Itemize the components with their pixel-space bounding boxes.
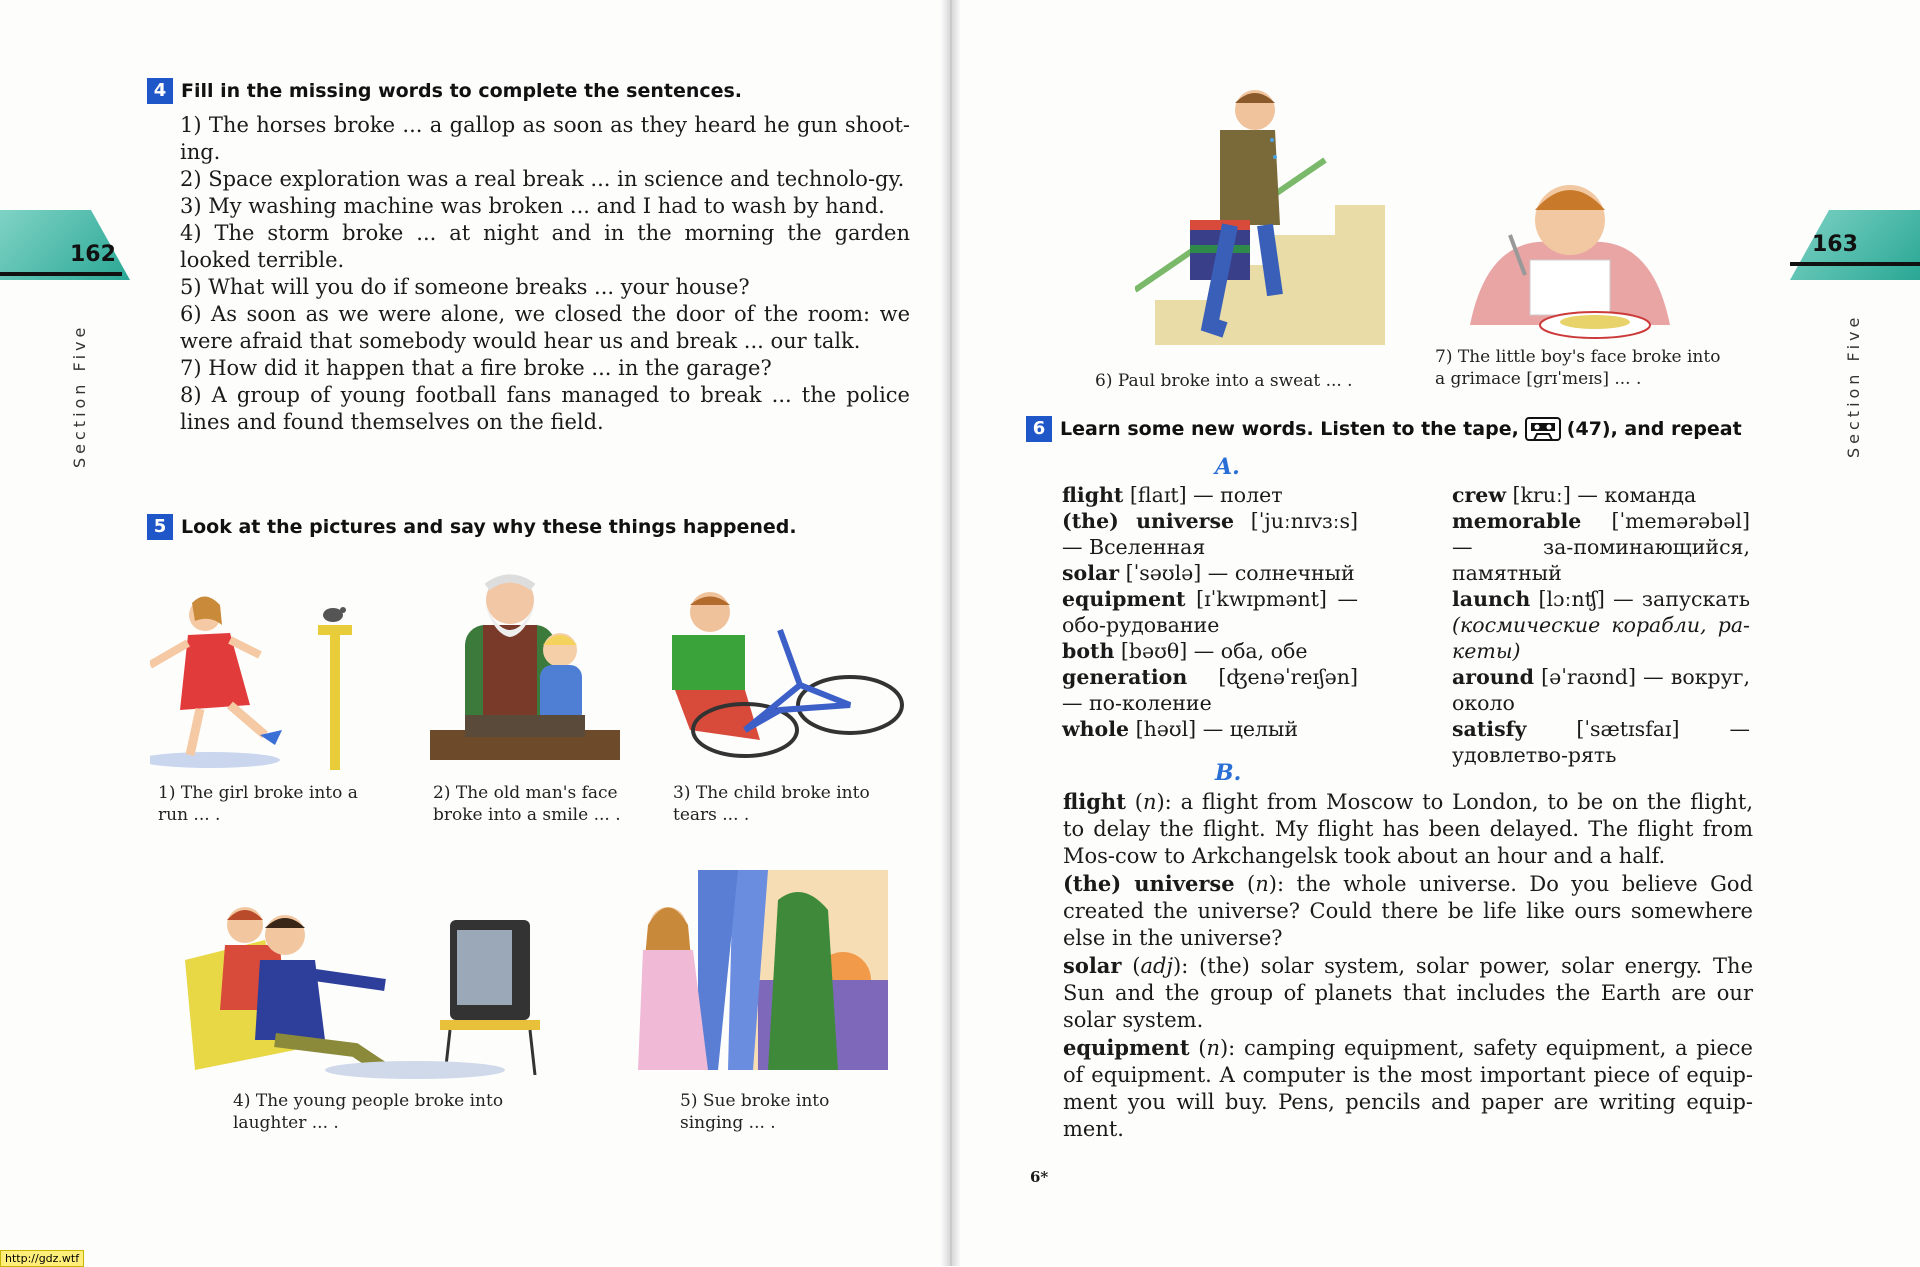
crying-child-bike-illustration — [650, 590, 910, 765]
signature-mark: 6* — [1030, 1168, 1049, 1186]
task6-instruction-before: Learn some new words. Listen to the tape, — [1060, 418, 1519, 440]
task4-sentences — [180, 112, 910, 436]
caption-3: 3) The child broke into tears ... . — [673, 783, 870, 825]
vocab-b-entry: flight (n): a flight from Moscow to London, to be on the flight, to delay the flight. My flight has been delayed. The flight from Mos-cow to Arkchangelsk took about an hour and a half. — [1063, 789, 1753, 868]
left-page — [0, 0, 948, 1266]
vocab-entry: around [əˈraʊnd] — вокруг, около — [1452, 665, 1750, 715]
task6-number: 6 — [1026, 416, 1052, 442]
sue-singing-illustration — [638, 870, 888, 1080]
caption-5: 5) Sue broke into singing ... . — [680, 1091, 830, 1133]
book-gutter — [940, 0, 962, 1266]
vocab-a-right-column — [1452, 482, 1750, 768]
young-people-tv-illustration — [185, 900, 545, 1080]
vocab-b-entry: (the) universe (n): the whole universe. Do you believe God created the universe? Could there be life like ours somewhere else in the universe? — [1063, 871, 1754, 950]
vocab-entry: satisfy [ˈsætɪsfaɪ] — удовлетво-рять — [1452, 717, 1750, 767]
task5-heading — [147, 514, 797, 540]
task5-number: 5 — [147, 514, 173, 540]
girl-running-illustration — [150, 585, 380, 770]
old-man-illustration — [425, 565, 625, 765]
task4-heading — [147, 78, 742, 104]
caption-6: 6) Paul broke into a sweat ... . — [1095, 371, 1353, 391]
watermark-link[interactable]: http://gdz.wtf — [0, 1250, 84, 1267]
boy-grimace-illustration — [1470, 165, 1670, 340]
task4-instruction: Fill in the missing words to complete the sentences. — [181, 80, 743, 102]
vocab-entry: (the) universe [ˈjuːnɪvɜːs] — Вселенная — [1062, 509, 1359, 559]
sentence-8: 8) A group of young football fans managed to break ... the police lines and found themselves on the field. — [180, 383, 910, 434]
task6-heading — [1026, 416, 1742, 442]
vocab-b-block — [1063, 788, 1753, 1143]
vocab-entry: flight [flaɪt] — полет — [1062, 483, 1283, 507]
sentence-4: 4) The storm broke ... at night and in the morning the garden looked terrible. — [180, 221, 910, 272]
sentence-7: 7) How did it happen that a fire broke ... in the garage? — [180, 356, 772, 380]
caption-7: 7) The little boy's face broke into a grimace [grɪˈmeɪs] ... . — [1435, 347, 1721, 389]
sentence-6: 6) As soon as we were alone, we closed the door of the room: we were afraid that somebody would hear us and break ... our talk. — [180, 302, 910, 353]
page-number-left: 162 — [70, 242, 116, 267]
vocab-b-entry: equipment (n): camping equipment, safety equipment, a piece of equipment. A computer is the most important piece of equip-ment you will buy. Pens, pencils and paper are writing equip-ment. — [1063, 1035, 1753, 1141]
task5-instruction: Look at the pictures and say why these things happened. — [181, 516, 797, 538]
sentence-2: 2) Space exploration was a real break ... in science and technolo-gy. — [180, 167, 905, 191]
section-label-right: Section Five — [1844, 313, 1863, 458]
vocab-entry: equipment [ɪˈkwɪpmənt] — обо-рудование — [1062, 587, 1358, 637]
paul-stairs-illustration — [1135, 85, 1385, 350]
vocab-entry: whole [həʊl] — целый — [1062, 717, 1299, 741]
vocab-a-letter: A. — [1215, 454, 1240, 480]
vocab-entry: solar [ˈsəʊlə] — солнечный — [1062, 561, 1355, 585]
section-label-left: Section Five — [70, 323, 89, 468]
vocab-b-entry: solar (adj): (the) solar system, solar power, solar energy. The Sun and the group of planets that includes the Earth are our solar system. — [1063, 953, 1753, 1032]
sentence-5: 5) What will you do if someone breaks ... your house? — [180, 275, 750, 299]
cassette-icon — [1525, 417, 1561, 441]
sentence-1: 1) The horses broke ... a gallop as soon as they heard he gun shoot-ing. — [180, 113, 910, 164]
task6-instruction-after: (47), and repeat — [1566, 418, 1742, 440]
sentence-3: 3) My washing machine was broken ... and I had to wash by hand. — [180, 194, 885, 218]
vocab-entry: crew [kruː] — команда — [1452, 483, 1697, 507]
task4-number: 4 — [147, 78, 173, 104]
right-page — [960, 0, 1920, 1266]
page-number-tab-left — [0, 210, 130, 280]
vocab-entry: generation [ʤenəˈreɪʃən] — по-коление — [1062, 665, 1358, 715]
caption-1: 1) The girl broke into a run ... . — [158, 783, 358, 825]
vocab-a-left-column — [1062, 482, 1358, 742]
vocab-entry: both [bəʊθ] — оба, обе — [1062, 639, 1308, 663]
vocab-entry: launch [lɔːnʧ] — запускать (космические корабли, ра-кеты) — [1452, 587, 1750, 663]
page-number-tab-right — [1790, 210, 1920, 280]
vocab-entry: memorable [ˈmemərəbəl] — за-поминающийся, памятный — [1452, 509, 1750, 585]
caption-2: 2) The old man's face broke into a smile ... . — [433, 783, 621, 825]
caption-4: 4) The young people broke into laughter ... . — [233, 1091, 504, 1133]
page-number-right: 163 — [1812, 232, 1858, 257]
vocab-b-letter: B. — [1215, 760, 1242, 786]
